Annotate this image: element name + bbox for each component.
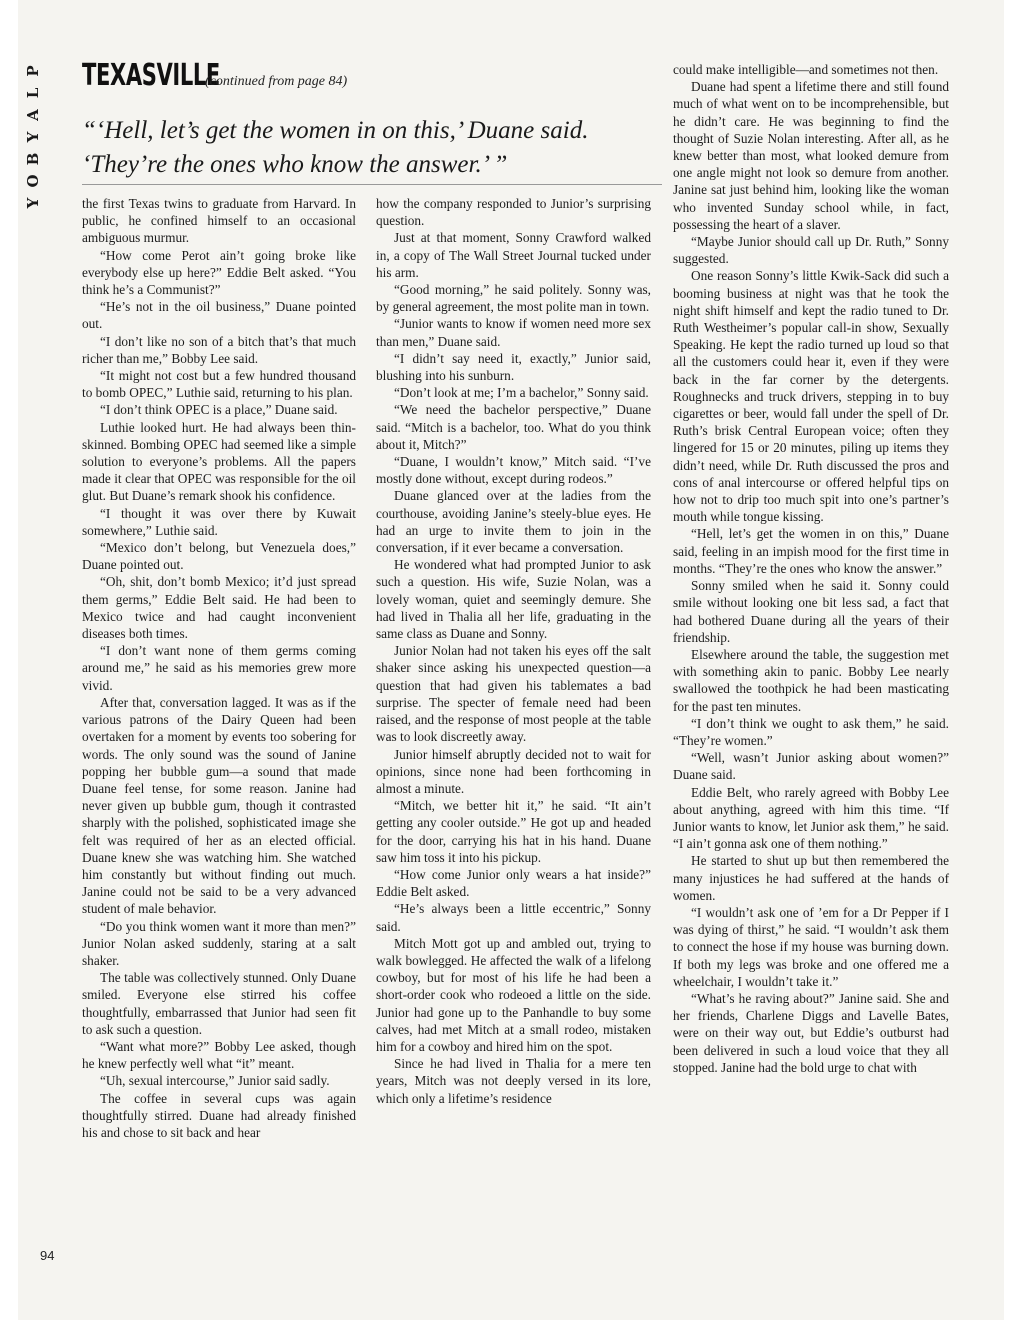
paragraph: “It might not cost but a few hundred thousand to bomb OPEC,” Luthie said, returning to his plan.	[82, 368, 356, 401]
paragraph: Just at that moment, Sonny Crawford walked in, a copy of The Wall Street Journal tucked under his arm.	[376, 230, 651, 280]
article-header	[82, 58, 662, 98]
paragraph: the first Texas twins to graduate from Harvard. In public, he confined himself to an occasional ambiguous murmur.	[82, 196, 356, 246]
paragraph: could make intelligible—and sometimes not then.	[673, 62, 939, 77]
paragraph: Sonny smiled when he said it. Sonny could smile without looking one bit less sad, a fact that had bothered Duane during all the years of their friendship.	[673, 578, 949, 645]
paragraph: “I don’t think OPEC is a place,” Duane said.	[100, 402, 338, 418]
paragraph: Junior himself abruptly decided not to wait for opinions, since none had been forthcoming in almost a minute.	[376, 746, 651, 796]
text-column-3	[673, 61, 949, 1076]
paragraph: Mitch Mott got up and ambled out, trying to walk bowlegged. He affected the walk of a lifelong cowboy, but for most of his life he had been a short-order cook who rodeoed a little on the side. Junior had gone up to the Panhandle to buy some calves, had met Mitch at a small rodeo, mistaken him for a cowboy and hired him on the spot.	[376, 935, 651, 1054]
divider	[82, 184, 662, 185]
paragraph: “Don’t look at me; I’m a bachelor,” Sonny said.	[394, 385, 649, 401]
paragraph: Elsewhere around the table, the suggestion met with something akin to panic. Bobby Lee nearly swallowed the toothpick he had been masticating for the past ten minutes.	[673, 646, 949, 714]
paragraph: Since he had lived in Thalia for a mere ten years, Mitch was not deeply versed in its lore, which only a lifetime’s residence	[376, 1056, 651, 1106]
paragraph: He started to shut up but then remembered the many injustices he had suffered at the hands of women.	[673, 853, 949, 903]
paragraph: Luthie looked hurt. He had always been thin-skinned. Bombing OPEC had seemed like a simple solution to everyone’s problems. All the papers made it clear that OPEC was responsible for the oil glut. But Duane’s remark shook his confidence.	[82, 419, 356, 504]
pull-quote: “‘Hell, let’s get the women in on this,’ Duane said. ‘They’re the ones who know the answer.’ ”	[82, 117, 589, 178]
paragraph: “I don’t like no son of a bitch that’s that much richer than me,” Bobby Lee said.	[82, 333, 356, 366]
paragraph: “Duane, I wouldn’t know,” Mitch said. “I’ve mostly done without, except during rodeos.”	[376, 454, 651, 487]
paragraph: “We need the bachelor perspective,” Duane said. “Mitch is a bachelor, too. What do you think about it, Mitch?”	[376, 402, 651, 452]
paragraph: “How come Junior only wears a hat inside?” Eddie Belt asked.	[376, 866, 651, 900]
paragraph: “Junior wants to know if women need more sex than men,” Duane said.	[376, 316, 651, 349]
paragraph: “Do you think women want it more than men?” Junior Nolan asked suddenly, staring at a salt shaker.	[82, 918, 356, 968]
paragraph: “Uh, sexual intercourse,” Junior said sadly.	[100, 1073, 330, 1089]
paragraph: “Want what more?” Bobby Lee asked, though he knew perfectly well what “it” meant.	[82, 1038, 356, 1072]
paragraph: “I didn’t say need it, exactly,” Junior said, blushing into his sunburn.	[376, 350, 651, 384]
paragraph: One reason Sonny’s little Kwik-Sack did such a booming business at night was that he took the night shift himself and kept the radio tuned to Dr. Ruth Westheimer’s popular call-in show, Sexually Speaking. He kept the radio turned up loud so that all the customers could hear it, even if they were back in the far corner by the detergents. Roughnecks and truck drivers, stepping in to buy cigarettes or beer, would fall under the spell of Dr. Ruth’s brisk Central European voice; often they lingered for 15 or 20 minutes, piling up items they didn’t need, while Dr. Ruth discussed the pros and cons of anal intercourse or offered helpful tips on how not to drip too much spit into one’s partner’s mouth while tongue kissing.	[673, 268, 949, 525]
paragraph: Eddie Belt, who rarely agreed with Bobby Lee about anything, agreed with him this time. “If Junior wants to know, let Junior ask them,” he said. “I ain’t gonna ask one of them nothing.”	[673, 784, 949, 852]
paragraph: “How come Perot ain’t going broke like everybody else up here?” Eddie Belt asked. “You think he’s a Communist?”	[82, 247, 356, 298]
paragraph: “Mexico don’t belong, but Venezuela does,” Duane pointed out.	[82, 540, 356, 573]
paragraph: “Well, wasn’t Junior asking about women?” Duane said.	[673, 750, 949, 783]
paragraph: “Good morning,” he said politely. Sonny was, by general agreement, the most polite man in town.	[376, 282, 651, 315]
paragraph: “Oh, shit, don’t bomb Mexico; it’d just spread them germs,” Eddie Belt said. He had been to Mexico twice and had caught inconvenient diseases both times.	[82, 574, 356, 642]
paragraph: “What’s he raving about?” Janine said. She and her friends, Charlene Diggs and Lavelle Bates, were on their way out, but Eddie’s outburst had been delivered in such a loud voice that they all stopped. Janine had the bold urge to chat with	[673, 990, 949, 1075]
masthead-vertical: P L A Y B O Y	[24, 65, 42, 209]
text-column-2	[376, 195, 651, 1107]
paragraph: “I wouldn’t ask one of ’em for a Dr Pepper if I was dying of thirst,” he said. “I wouldn’t ask them to connect the hose if my house was burning down. If both my legs was broke and one offered me a wheelchair, I wouldn’t take it.”	[673, 904, 949, 989]
paragraph: “I don’t think we ought to ask them,” he said. “They’re women.”	[673, 715, 949, 748]
paragraph: The table was collectively stunned. Only Duane smiled. Everyone else stirred his coffee thoughtfully, embarrassed that Junior had seen fit to ask such a question.	[82, 970, 356, 1037]
paragraph: He wondered what had prompted Junior to ask such a question. His wife, Suzie Nolan, was a lovely woman, quiet and seemingly demure. She had lived in Thalia all her life, graduating in the same class as Duane and Sonny.	[376, 557, 651, 642]
page-number: 94	[40, 1248, 55, 1263]
paragraph: “Hell, let’s get the women in on this,” Duane said, feeling in an impish mood for the first time in months. “They’re the ones who know the answer.”	[673, 526, 949, 576]
paragraph: Duane glanced over at the ladies from the courthouse, avoiding Janine’s steely-blue eyes. He had an urge to invite them to join in the conversation, if it ever became a conversation.	[376, 488, 651, 556]
paragraph: “He’s not in the oil business,” Duane pointed out.	[82, 299, 356, 332]
continued-note: (continued from page 84)	[205, 74, 348, 89]
paragraph: “I thought it was over there by Kuwait somewhere,” Luthie said.	[82, 505, 356, 538]
paragraph: how the company responded to Junior’s surprising question.	[376, 196, 651, 229]
paragraph: After that, conversation lagged. It was as if the various patrons of the Dairy Queen had been overtaken for a moment by events too sobering for words. The only sound was the sound of Janine popping her bubble gum—a sound that made Duane feel tense, for some reason. Janine had never given up bubble gum, though it contrasted sharply with the polished, sophisticated image she felt was required of her as an elected official. Duane knew she was watching him. She watched him constantly but without finding out much. Janine could not be said to be a very advanced student of male behavior.	[82, 694, 356, 917]
paragraph: Duane had spent a lifetime there and still found much of what went on to be incomprehensible, but he didn’t care. He was beginning to find the thought of Suzie Nolan interesting. After all, as he knew better than most, what looked demure from one angle might not look so demure from another. Janine sat just behind him, looking like the woman who invented Sunday school while, in fact, possessing the heart of a slaver.	[673, 79, 949, 232]
paragraph: The coffee in several cups was again thoughtfully stirred. Duane had already finished his and chose to sit back and hear	[82, 1090, 356, 1140]
paragraph: “I don’t want none of them germs coming around me,” he said as his memories grew more vivid.	[82, 643, 356, 693]
paragraph: “Mitch, we better hit it,” he said. “It ain’t getting any cooler outside.” He got up and headed for the door, carrying his hat in his hand. Duane saw him toss it into his pickup.	[376, 798, 651, 865]
text-column-1	[82, 195, 356, 1141]
article-title: TEXASVILLE	[82, 58, 220, 93]
paragraph: Junior Nolan had not taken his eyes off the salt shaker since asking his unexpected question—a question that had given his tablemates a bad surprise. The specter of female need had been raised, and the response of most people at the table was to look discreetly away.	[376, 643, 651, 745]
paragraph: “He’s always been a little eccentric,” Sonny said.	[376, 901, 651, 934]
paragraph: “Maybe Junior should call up Dr. Ruth,” Sonny suggested.	[673, 234, 949, 267]
